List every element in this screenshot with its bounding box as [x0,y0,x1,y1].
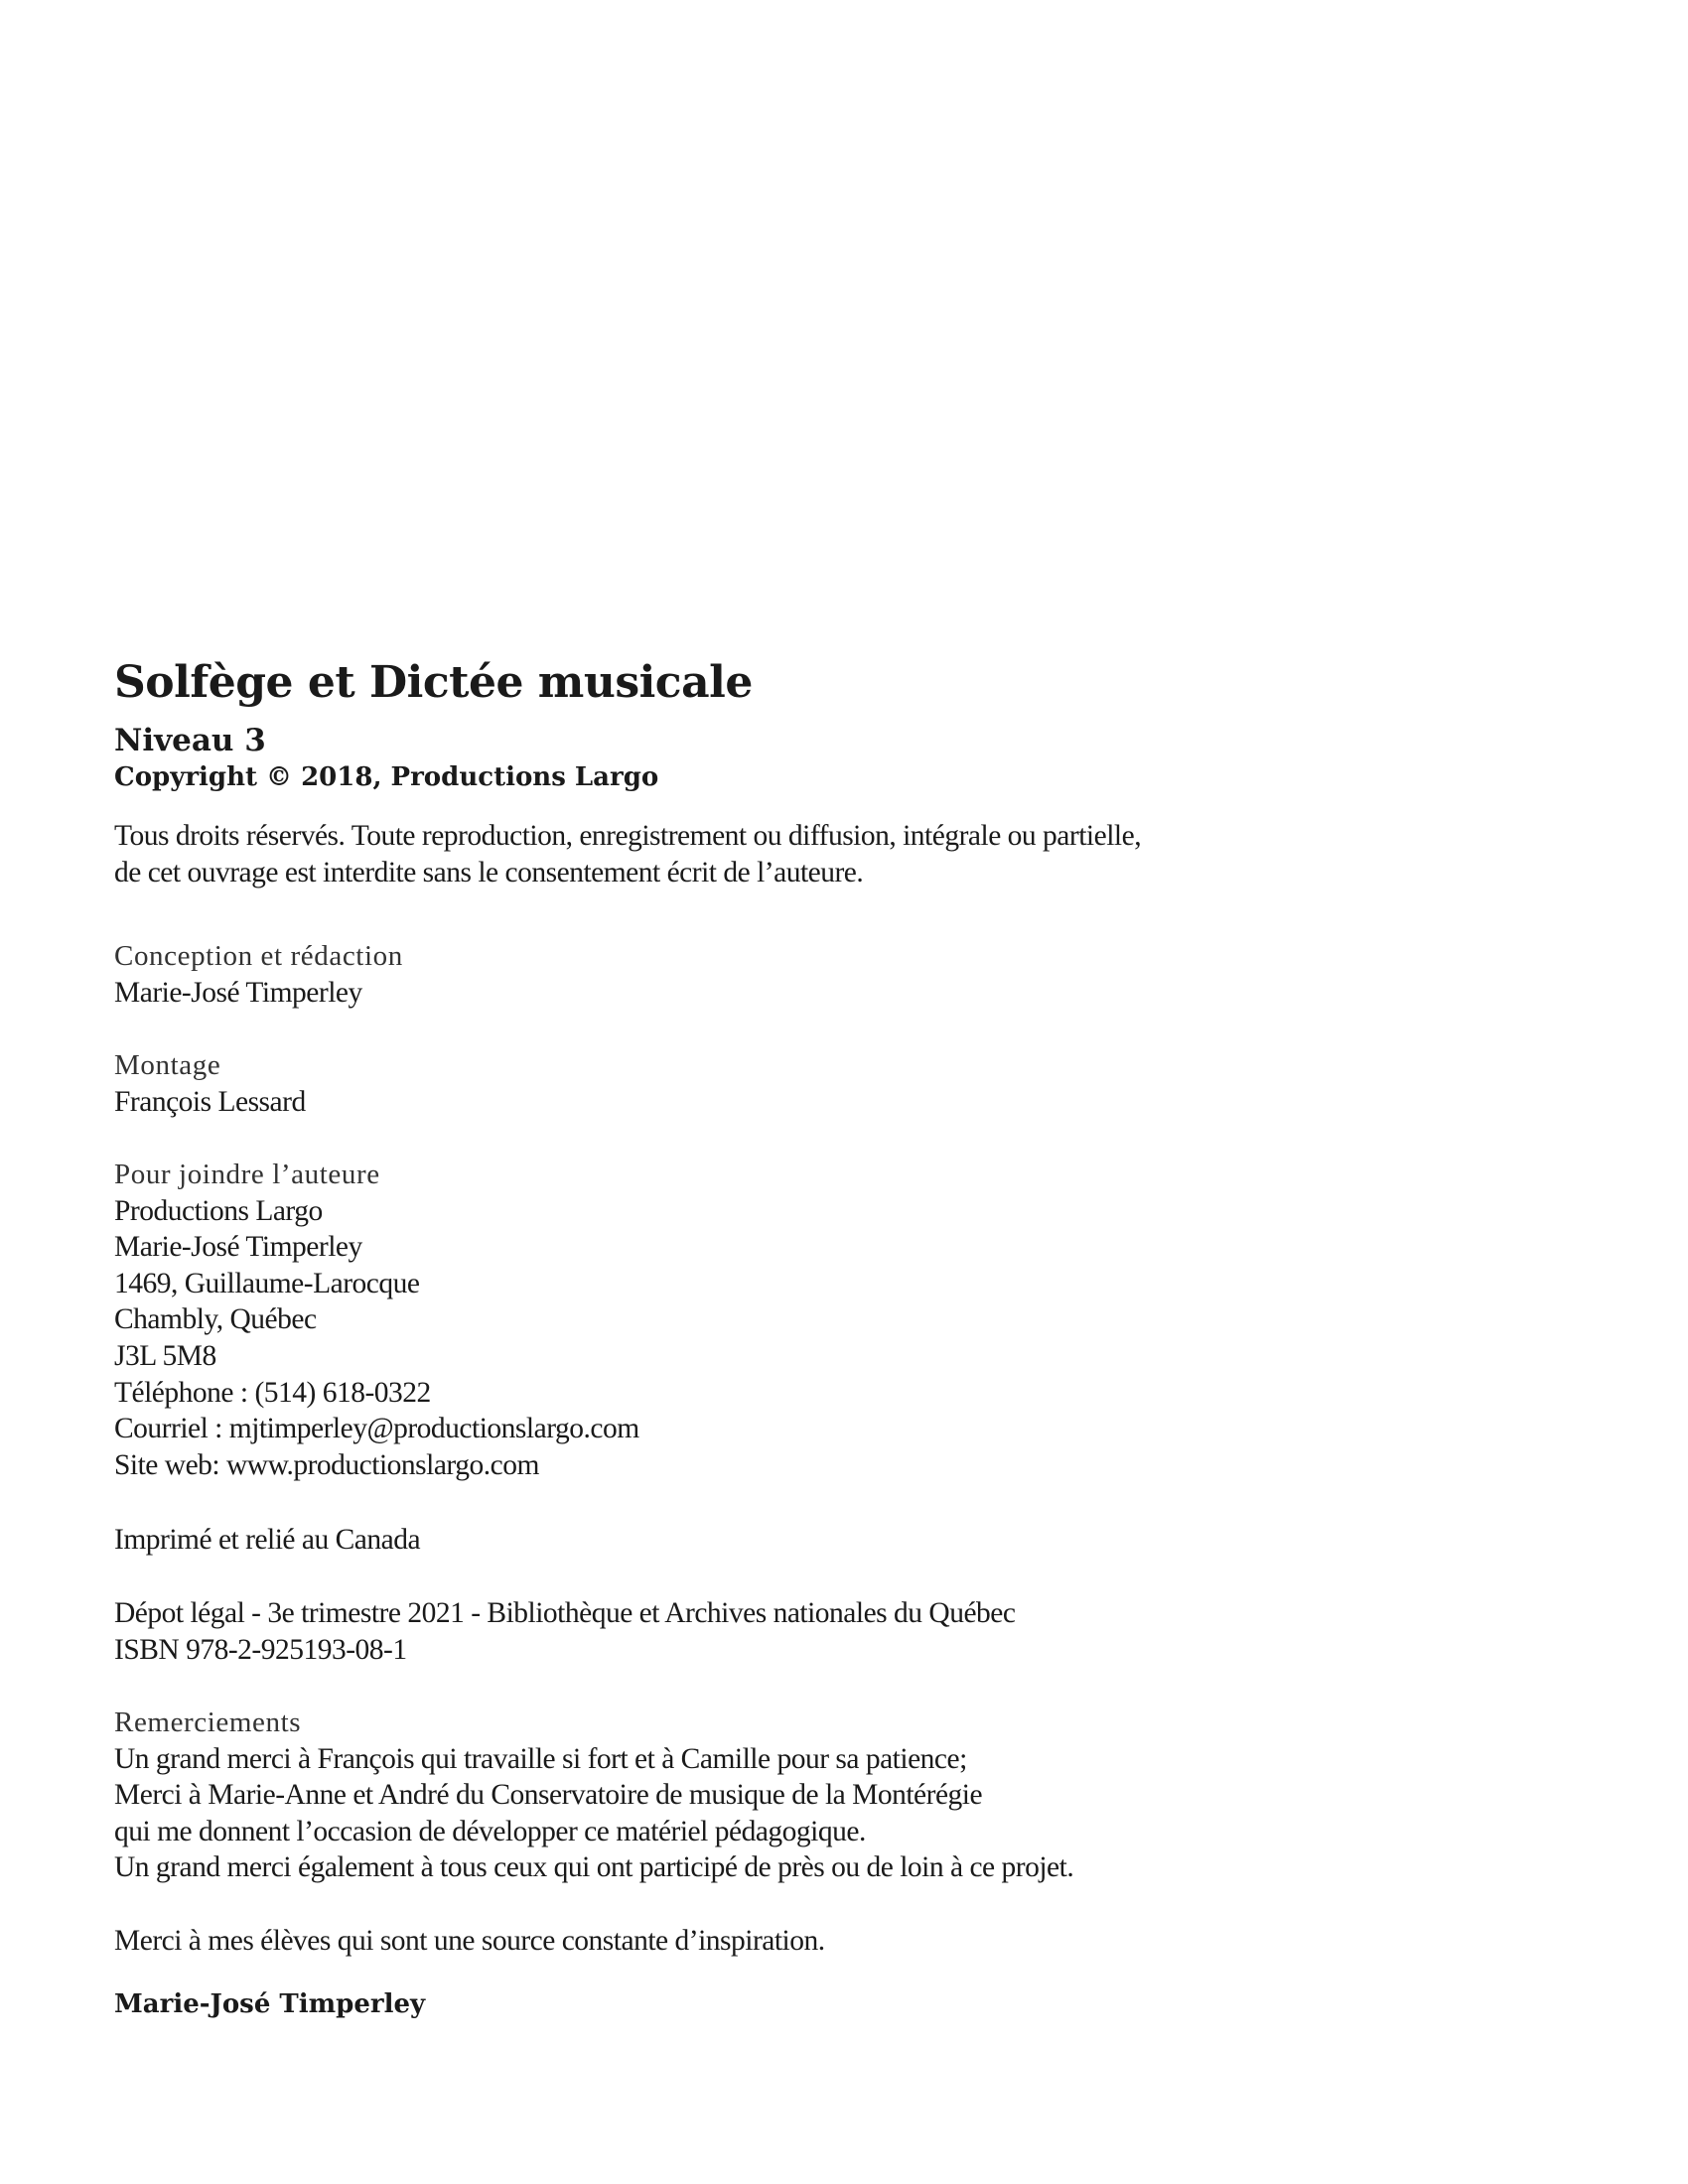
contact-website: Site web: www.productionslargo.com [114,1448,539,1481]
conception-section [114,938,403,1011]
contact-postal-code: J3L 5M8 [114,1339,216,1372]
legal-deposit-section [114,1595,1016,1668]
thanks-heading: Remerciements [114,1706,302,1738]
montage-heading: Montage [114,1049,221,1081]
rights-line: Tous droits réservés. Toute reproduction, enregistrement ou diffusion, intégrale ou partielle, [114,820,1142,852]
thanks-line: Un grand merci à François qui travaille si fort et à Camille pour sa patience; [114,1742,967,1775]
contact-street: 1469, Guillaume-Larocque [114,1267,420,1299]
rights-statement [114,818,1141,890]
thanks-section [114,1705,1073,1886]
rights-line: de cet ouvrage est interdite sans le consentement écrit de l’auteure. [114,856,864,888]
contact-company: Productions Largo [114,1194,323,1227]
contact-email: Courriel : mjtimperley@productionslargo.com [114,1413,639,1445]
isbn-line: ISBN 978-2-925193-08-1 [114,1633,407,1666]
printed-statement: Imprimé et relié au Canada [114,1524,421,1556]
contact-section [114,1157,639,1483]
book-title: Solfège et Dictée musicale [114,657,753,708]
contact-name: Marie-José Timperley [114,1231,362,1264]
book-level: Niveau 3 [114,723,266,758]
montage-section [114,1047,306,1120]
thanks-line: Merci à Marie-Anne et André du Conservatoire de musique de la Montérégie [114,1779,983,1812]
contact-city: Chambly, Québec [114,1303,317,1336]
thanks-line: Un grand merci également à tous ceux qui ont participé de près ou de loin à ce projet. [114,1851,1074,1884]
conception-heading: Conception et rédaction [114,940,403,972]
copyright-notice: Copyright © 2018, Productions Largo [114,762,659,792]
contact-heading: Pour joindre l’auteure [114,1159,380,1190]
contact-phone: Téléphone : (514) 618-0322 [114,1376,431,1409]
printed-section [114,1522,420,1559]
students-section [114,1923,825,1960]
thanks-line: qui me donnent l’occasion de développer ce matériel pédagogique. [114,1815,866,1847]
copyright-page [114,0,1574,2184]
author-signature: Marie-José Timperley [114,1989,426,2019]
legal-deposit-line: Dépot légal - 3e trimestre 2021 - Bibliothèque et Archives nationales du Québec [114,1597,1016,1629]
conception-name: Marie-José Timperley [114,976,362,1009]
montage-name: François Lessard [114,1085,306,1118]
students-thanks: Merci à mes élèves qui sont une source constante d’inspiration. [114,1925,825,1957]
